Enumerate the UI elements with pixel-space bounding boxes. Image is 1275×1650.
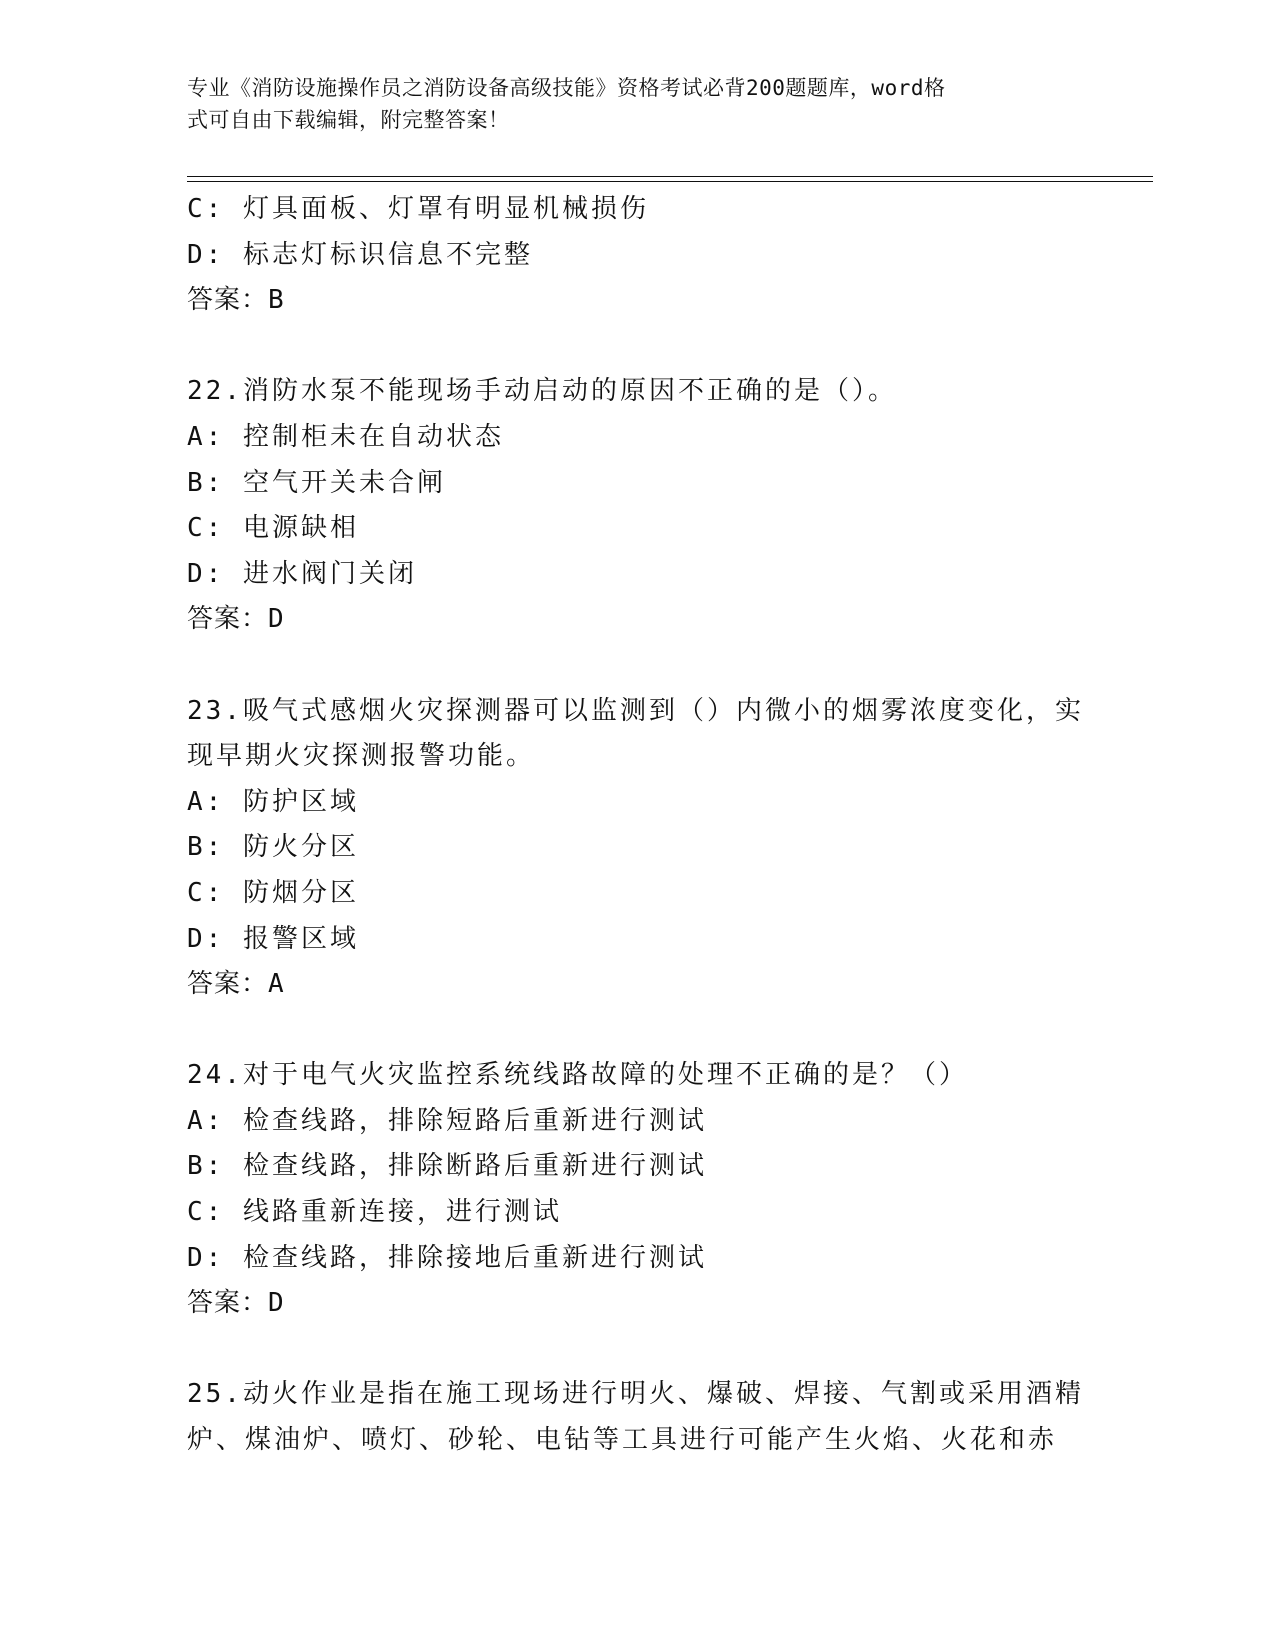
q24-option-c: C: 线路重新连接，进行测试: [187, 1197, 562, 1228]
q23-stem-line-1: 23.吸气式感烟火灾探测器可以监测到（）内微小的烟雾浓度变化，实: [187, 695, 1084, 726]
q22-option-d: D: 进水阀门关闭: [187, 558, 417, 589]
q24-stem: 24.对于电气火灾监控系统线路故障的处理不正确的是？（）: [187, 1060, 968, 1091]
q23-stem-line-2: 现早期火灾探测报警功能。: [187, 741, 536, 772]
q23-option-c: C: 防烟分区: [187, 877, 359, 908]
header-line-2: 式可自由下载编辑，附完整答案！: [187, 108, 510, 132]
q23-option-d: D: 报警区域: [187, 923, 359, 954]
question-spacer: [187, 1327, 1087, 1373]
q22-option-b: B: 空气开关未合闸: [187, 467, 446, 498]
q23-answer: 答案：A: [187, 969, 285, 1000]
q22-stem: 22.消防水泵不能现场手动启动的原因不正确的是（）。: [187, 376, 897, 407]
q25-stem-line-1: 25.动火作业是指在施工现场进行明火、爆破、焊接、气割或采用酒精: [187, 1379, 1084, 1410]
q25-stem-line-2: 炉、煤油炉、喷灯、砂轮、电钻等工具进行可能产生火焰、火花和赤: [187, 1425, 1058, 1456]
header-divider-top: [187, 176, 1153, 177]
question-spacer: [187, 1008, 1087, 1054]
q22-option-c: C: 电源缺相: [187, 513, 359, 544]
q21-option-c: C: 灯具面板、灯罩有明显机械损伤: [187, 194, 649, 224]
question-spacer: [187, 324, 1087, 370]
q21-option-d: D: 标志灯标识信息不完整: [187, 239, 533, 270]
question-list: [187, 187, 1087, 1464]
q24-option-b: B: 检查线路，排除断路后重新进行测试: [187, 1151, 707, 1182]
q22-option-a: A: 控制柜未在自动状态: [187, 421, 504, 452]
question-spacer: [187, 643, 1087, 689]
document-header: [187, 72, 1067, 136]
header-divider-bottom: [187, 181, 1153, 182]
q23-option-a: A: 防护区域: [187, 786, 359, 817]
q24-option-a: A: 检查线路，排除短路后重新进行测试: [187, 1105, 707, 1136]
q22-answer: 答案：D: [187, 604, 285, 635]
header-line-1: 专业《消防设施操作员之消防设备高级技能》资格考试必背200题题库，word格: [187, 76, 946, 100]
q24-answer: 答案：D: [187, 1288, 285, 1319]
q23-option-b: B: 防火分区: [187, 832, 359, 863]
q21-answer: 答案：B: [187, 285, 285, 316]
q24-option-d: D: 检查线路，排除接地后重新进行测试: [187, 1242, 707, 1273]
